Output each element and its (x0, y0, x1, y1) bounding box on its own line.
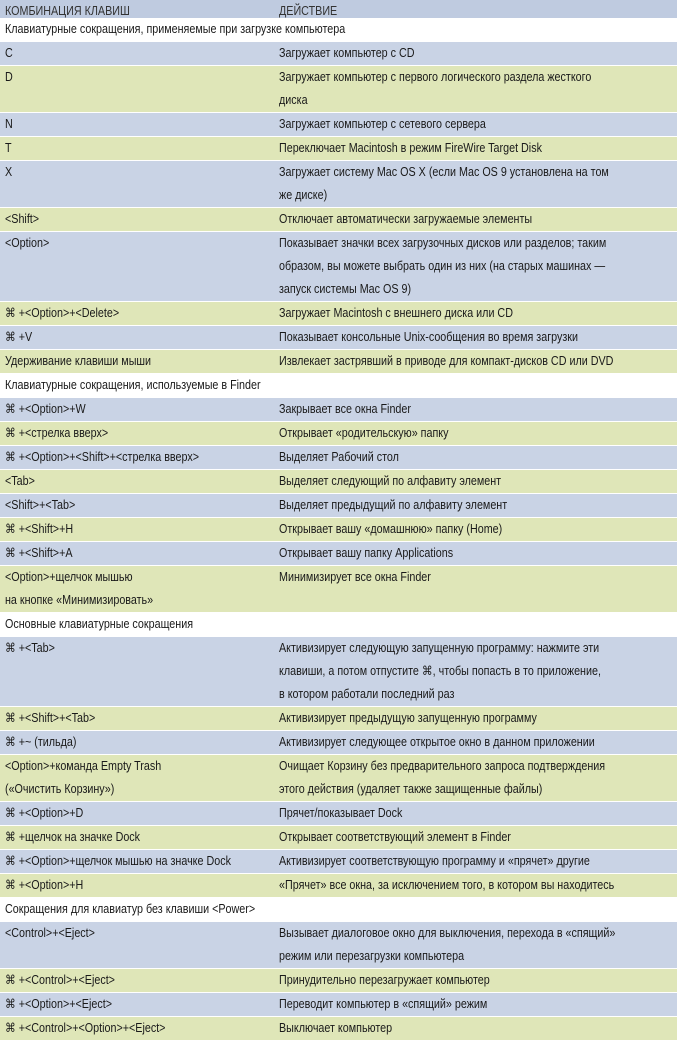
key-combination: ⌘ +<Option>+щелчок мышью на значке Dock (5, 854, 231, 868)
key-combination-cell (0, 566, 279, 612)
action-text: Отключает автоматически загружаемые элементы (279, 212, 533, 226)
action-cell (279, 707, 677, 730)
action-cell (279, 422, 677, 445)
header-action (279, 4, 677, 18)
key-combination-cell (0, 731, 279, 754)
table-row (0, 494, 677, 518)
table-row (0, 1017, 677, 1041)
table-row (0, 66, 677, 113)
key-combination-cell (0, 137, 279, 160)
action-cell (279, 302, 677, 325)
action-text: Выделяет предыдущий по алфавиту элемент (279, 498, 508, 512)
key-combination-cell (0, 470, 279, 493)
table-row (0, 42, 677, 66)
section-title (0, 898, 677, 922)
action-text: Прячет/показывает Dock (279, 806, 403, 820)
action-cell (279, 42, 677, 65)
table-header (0, 0, 677, 18)
header-keys-label: КОМБИНАЦИЯ КЛАВИШ (5, 4, 130, 18)
section-title-text: Основные клавиатурные сокращения (5, 617, 194, 631)
table-row (0, 398, 677, 422)
key-combination-cell (0, 850, 279, 873)
table-row (0, 518, 677, 542)
key-combination: ⌘ +<Option>+<Shift>+<стрелка вверх> (5, 450, 200, 464)
key-combination: ⌘ +<Option>+<Eject> (5, 997, 112, 1011)
key-combination: ⌘ +<Shift>+A (5, 546, 73, 560)
action-text: Переключает Macintosh в режим FireWire Target Disk (279, 141, 542, 155)
key-combination-cell (0, 208, 279, 231)
action-text: Переводит компьютер в «спящий» режим (279, 997, 488, 1011)
action-text: Извлекает застрявший в приводе для компакт-дисков CD или DVD (279, 354, 614, 368)
section-title-text: Сокращения для клавиатур без клавиши <Power> (5, 902, 256, 916)
key-combination-cell (0, 422, 279, 445)
key-combination: <Tab> (5, 474, 35, 488)
action-text: Открывает вашу «домашнюю» папку (Home) (279, 522, 503, 536)
action-cell (279, 398, 677, 421)
action-text: Активизирует следующую запущенную программу: нажмите эти клавиши, а потом отпустите ⌘, чтобы попасть в то приложение, в котором работали последний раз (279, 641, 601, 701)
table-row (0, 542, 677, 566)
action-text: Активизирует следующее открытое окно в данном приложении (279, 735, 595, 749)
header-keys (0, 4, 279, 18)
key-combination-cell (0, 518, 279, 541)
action-text: Загружает Macintosh с внешнего диска или CD (279, 306, 513, 320)
table-row (0, 161, 677, 208)
action-text: Выделяет Рабочий стол (279, 450, 399, 464)
key-combination: T (5, 141, 12, 155)
action-cell (279, 232, 677, 301)
key-combination-cell (0, 755, 279, 801)
key-combination-cell (0, 161, 279, 207)
key-combination: ⌘ +<Shift>+H (5, 522, 74, 536)
action-text: Загружает систему Mac OS X (если Mac OS 9 установлена на том же диске) (279, 165, 609, 202)
action-text: Очищает Корзину без предварительного запроса подтверждения этого действия (удаляет также защищенные файлы) (279, 759, 606, 796)
action-text: Загружает компьютер с CD (279, 46, 415, 60)
key-combination: ⌘ +<Option>+<Delete> (5, 306, 120, 320)
action-cell (279, 969, 677, 992)
table-row (0, 232, 677, 302)
action-cell (279, 993, 677, 1016)
key-combination: <Shift> (5, 212, 40, 226)
key-combination: ⌘ +V (5, 330, 33, 344)
action-text: Открывает соответствующий элемент в Finder (279, 830, 511, 844)
key-combination-cell (0, 66, 279, 112)
key-combination: <Option>+щелчок мышью на кнопке «Минимизировать» (5, 570, 154, 607)
key-combination-cell (0, 637, 279, 706)
key-combination: <Control>+<Eject> (5, 926, 95, 940)
key-combination: ⌘ +<Option>+H (5, 878, 84, 892)
action-cell (279, 542, 677, 565)
table-row (0, 707, 677, 731)
key-combination-cell (0, 802, 279, 825)
key-combination: ⌘ +<Control>+<Eject> (5, 973, 115, 987)
action-text: Активизирует предыдущую запущенную программу (279, 711, 537, 725)
action-cell (279, 161, 677, 207)
key-combination: ⌘ +<Tab> (5, 641, 55, 655)
table-row (0, 993, 677, 1017)
key-combination: ⌘ +щелчок на значке Dock (5, 830, 141, 844)
action-text: Вызывает диалоговое окно для выключения, перехода в «спящий» режим или перезагрузки компьютера (279, 926, 616, 963)
action-cell (279, 874, 677, 897)
key-combination: Удерживание клавиши мыши (5, 354, 152, 368)
action-text: Выключает компьютер (279, 1021, 393, 1035)
key-combination: <Option>+команда Empty Trash («Очистить Корзину») (5, 759, 162, 796)
action-cell (279, 826, 677, 849)
table-row (0, 637, 677, 707)
action-text: Минимизирует все окна Finder (279, 570, 431, 584)
section-title (0, 18, 677, 42)
key-combination-cell (0, 398, 279, 421)
key-combination-cell (0, 707, 279, 730)
action-cell (279, 922, 677, 968)
table-row (0, 326, 677, 350)
action-cell (279, 566, 677, 612)
action-text: Открывает вашу папку Applications (279, 546, 454, 560)
action-text: «Прячет» все окна, за исключением того, в котором вы находитесь (279, 878, 615, 892)
action-cell (279, 731, 677, 754)
key-combination-cell (0, 326, 279, 349)
table-row (0, 302, 677, 326)
action-text: Активизирует соответствующую программу и «прячет» другие (279, 854, 590, 868)
header-action-label: ДЕЙСТВИЕ (279, 4, 338, 18)
key-combination-cell (0, 350, 279, 373)
key-combination: ⌘ +~ (тильда) (5, 735, 77, 749)
action-text: Показывает значки всех загрузочных дисков или разделов; таким образом, вы можете выбрать один из них (на старых машинах — запуск системы Mac OS 9) (279, 236, 607, 296)
key-combination: D (5, 70, 13, 84)
key-combination: N (5, 117, 13, 131)
table-row (0, 113, 677, 137)
key-combination: C (5, 46, 13, 60)
key-combination-cell (0, 42, 279, 65)
action-cell (279, 755, 677, 801)
table-row (0, 826, 677, 850)
table-row (0, 350, 677, 374)
action-text: Выделяет следующий по алфавиту элемент (279, 474, 502, 488)
action-cell (279, 446, 677, 469)
section-title-text: Клавиатурные сокращения, используемые в Finder (5, 378, 261, 392)
key-combination-cell (0, 232, 279, 301)
action-text: Закрывает все окна Finder (279, 402, 411, 416)
action-cell (279, 494, 677, 517)
key-combination: ⌘ +<Control>+<Option>+<Eject> (5, 1021, 166, 1035)
action-cell (279, 470, 677, 493)
section-title-text: Клавиатурные сокращения, применяемые при загрузке компьютера (5, 22, 346, 36)
action-cell (279, 137, 677, 160)
table-row (0, 755, 677, 802)
table-row (0, 208, 677, 232)
action-text: Загружает компьютер с сетевого сервера (279, 117, 486, 131)
key-combination: <Option> (5, 236, 50, 250)
table-row (0, 850, 677, 874)
key-combination-cell (0, 874, 279, 897)
action-text: Загружает компьютер с первого логического раздела жесткого диска (279, 70, 592, 107)
action-text: Открывает «родительскую» папку (279, 426, 449, 440)
key-combination: X (5, 165, 13, 179)
table-row (0, 731, 677, 755)
action-cell (279, 326, 677, 349)
key-combination-cell (0, 494, 279, 517)
action-cell (279, 850, 677, 873)
action-cell (279, 208, 677, 231)
table-row (0, 802, 677, 826)
table-row (0, 422, 677, 446)
key-combination-cell (0, 826, 279, 849)
action-cell (279, 802, 677, 825)
table-row (0, 446, 677, 470)
table-row (0, 566, 677, 613)
key-combination: <Shift>+<Tab> (5, 498, 76, 512)
key-combination: ⌘ +<Option>+W (5, 402, 86, 416)
key-combination: ⌘ +<стрелка вверх> (5, 426, 109, 440)
key-combination-cell (0, 302, 279, 325)
section-title (0, 613, 677, 637)
action-cell (279, 66, 677, 112)
key-combination: ⌘ +<Shift>+<Tab> (5, 711, 96, 725)
action-cell (279, 350, 677, 373)
table-row (0, 969, 677, 993)
action-text: Принудительно перезагружает компьютер (279, 973, 490, 987)
key-combination-cell (0, 446, 279, 469)
action-cell (279, 637, 677, 706)
action-cell (279, 1017, 677, 1040)
table-row (0, 137, 677, 161)
key-combination-cell (0, 922, 279, 968)
action-cell (279, 518, 677, 541)
action-cell (279, 113, 677, 136)
action-text: Показывает консольные Unix-сообщения во время загрузки (279, 330, 579, 344)
table-row (0, 922, 677, 969)
table-row (0, 470, 677, 494)
key-combination-cell (0, 113, 279, 136)
key-combination-cell (0, 969, 279, 992)
table-row (0, 874, 677, 898)
key-combination-cell (0, 1017, 279, 1040)
table-body (0, 18, 677, 1041)
key-combination-cell (0, 542, 279, 565)
key-combination: ⌘ +<Option>+D (5, 806, 84, 820)
section-title (0, 374, 677, 398)
key-combination-cell (0, 993, 279, 1016)
